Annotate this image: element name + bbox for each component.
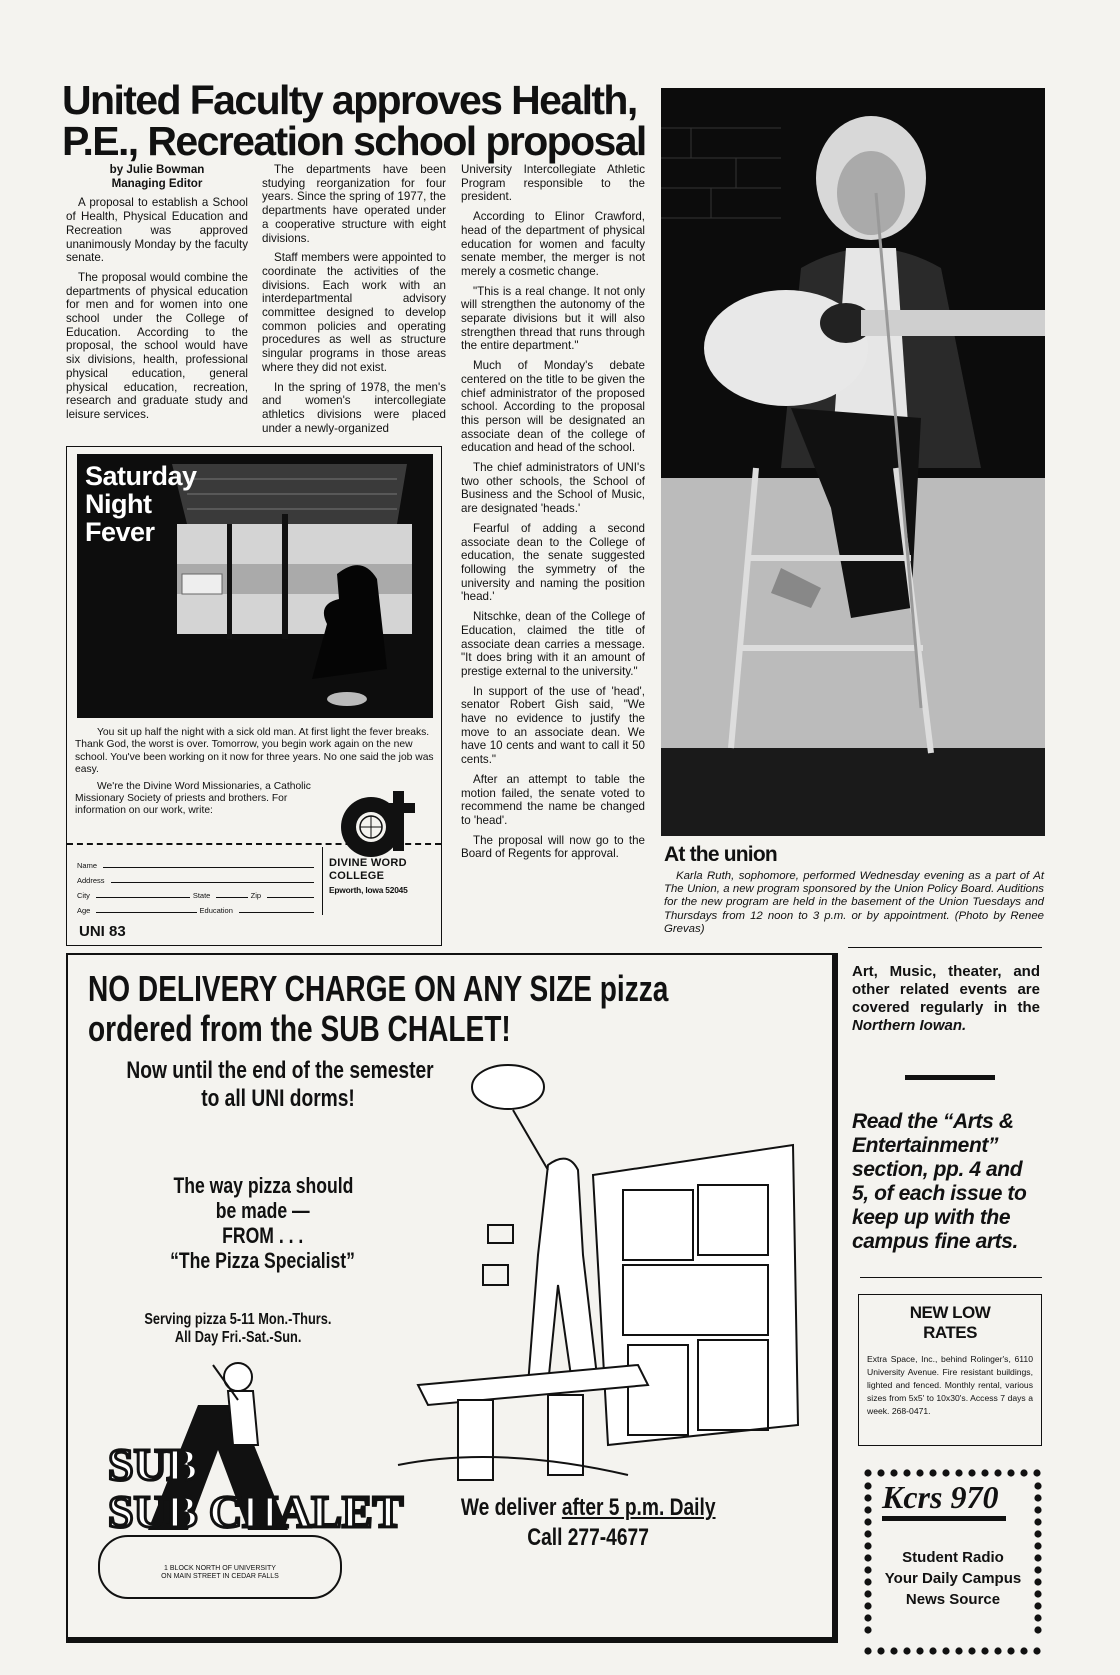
article-paragraph: "This is a real change. It not only will strengthen the autonomy of the separate divisions but it will also strengthen thread that runs through the entire department." (461, 284, 645, 353)
border-dot (981, 1469, 988, 1476)
border-dot (955, 1647, 962, 1654)
border-dot (864, 1530, 871, 1537)
border-dot (1034, 1530, 1041, 1537)
border-dot (1034, 1518, 1041, 1525)
age-label: Age (77, 906, 91, 915)
border-dot (890, 1647, 897, 1654)
divider (905, 1075, 995, 1080)
border-dot (877, 1647, 884, 1654)
article-paragraph: According to Elinor Crawford, head of the department of physical education for women and faculty senate member, the merger is not merely a cosmetic change. (461, 210, 645, 278)
headline-line-1: United Faculty approves Health, (62, 77, 637, 123)
byline-name: by Julie Bowman (109, 163, 205, 176)
divider (860, 1277, 1042, 1278)
border-dot (1033, 1469, 1040, 1476)
pizza-headline (88, 969, 832, 1049)
pizza-headline-line: NO DELIVERY CHARGE ON ANY SIZE pizza (88, 968, 669, 1009)
border-dot (903, 1647, 910, 1654)
pizza-subheadline-line: to all UNI dorms! (201, 1085, 355, 1112)
hours-line: All Day Fri.-Sat.-Sun. (174, 1329, 302, 1346)
arts-section-promo: Read the “Arts & Entertainment” section, pp. 4 and 5, of each issue to keep up with the campus fine arts. (852, 1110, 1027, 1253)
logo-text: SUB CHALET (108, 1486, 404, 1537)
slogan-line: FROM . . . (222, 1223, 304, 1248)
byline-title: Managing Editor (111, 176, 203, 190)
divider (322, 847, 323, 915)
coupon-form (77, 855, 317, 915)
name-label: Name (77, 861, 98, 870)
headline-line-2: P.E., Recreation school proposal (62, 118, 646, 164)
article-paragraph: Fearful of adding a second associate dean to the College of education, the senate suggested following the symmetry of the university and naming the position 'head.' (461, 521, 645, 604)
divine-word-cross-globe-logo (335, 789, 435, 864)
border-dot (903, 1469, 910, 1476)
border-dot (864, 1494, 871, 1501)
border-dot (1034, 1494, 1041, 1501)
article-paragraph: The departments have been studying reorganization for four years. Since the spring of 1977, the departments have operated under a cooperative structure with eight divisions. (262, 163, 446, 245)
border-dot (916, 1647, 923, 1654)
delivery-info (428, 1493, 748, 1553)
border-dot (864, 1469, 871, 1476)
divine-word-ad (66, 446, 442, 946)
border-dot (1020, 1647, 1027, 1654)
pizza-subheadline-line: Now until the end of the semester (126, 1057, 434, 1084)
education-label: Education (199, 906, 233, 915)
paper-name: Northern Iowan. (852, 1017, 967, 1034)
college-name-line: COLLEGE (329, 870, 385, 882)
article-paragraph: A proposal to establish a School of Health, Physical Education and Recreation was approved unanimously Monday by the faculty senate. (66, 196, 248, 265)
photo-caption-text: Karla Ruth, sophomore, performed Wednesday evening as a part of At The Union, a new program sponsored by the Union Policy Board. Auditions for the new program are held in the basement of the Union Tuesdays and Thursdays from 12 noon to 3 p.m. or by appointment. (Photo by Renee Grevas) (664, 870, 1044, 935)
border-dot (864, 1647, 871, 1654)
border-dot (929, 1647, 936, 1654)
guitarist-photo (661, 88, 1045, 836)
rates-text: Extra Space, Inc., behind Rolinger's, 6110 University Avenue. Fire resistant buildings, lighted and fenced. Monthly rental, various sizes from 5x5' to 10x30's. Access 7 days a week. 268-0471. (867, 1354, 1033, 1416)
border-dot (942, 1469, 949, 1476)
border-dot (916, 1469, 923, 1476)
storage-rates-ad (858, 1294, 1042, 1446)
article-paragraph: In support of the use of 'head', senator Robert Gish said, "We have no evidence to justify the move to an associate dean. We have 10 cents and want to call it 50 cents." (461, 684, 645, 767)
address-label: Address (77, 876, 105, 885)
article-paragraph: After an attempt to table the motion failed, the senate voted to recommend the name be changed to 'head'. (461, 772, 645, 827)
kcrs-radio-ad (862, 1467, 1044, 1657)
border-dot (877, 1469, 884, 1476)
border-dot (1007, 1647, 1014, 1654)
kcrs-line: Your Daily Campus (884, 1570, 1022, 1587)
photo-caption-title: At the union (664, 843, 777, 866)
border-dot (994, 1647, 1001, 1654)
article-paragraph: The proposal would combine the departments of physical education for men and for women into one school under the College of Education. According to the proposal, the school would have six divisions, health, professional physical education, general physical education, recreation, research and graduate study and leisure services. (66, 270, 248, 421)
svg-text:SUB: SUB (108, 1439, 198, 1490)
rates-title-line: NEW LOW (909, 1303, 991, 1322)
article-column-3 (461, 163, 645, 867)
article-paragraph: The proposal will now go to the Board of Regents for approval. (461, 833, 645, 861)
kcrs-line: News Source (905, 1591, 1001, 1608)
college-address: Epworth, Iowa 52045 (329, 885, 408, 895)
sub-sandwich-graphic (98, 1535, 342, 1599)
rates-title (859, 1303, 1041, 1343)
arts-text: Art, Music, theater, and other related events are covered regularly in the (852, 963, 1040, 1016)
location-text (100, 1565, 340, 1581)
article-paragraph: Staff members were appointed to coordinate the activities of the divisions. Each work with an interdepartmental advisory committee designed to develop common policies and operating procedures as well as structure singular programs in those areas where they did not exist. (262, 251, 446, 374)
address-field[interactable] (111, 882, 314, 883)
slogan-line: “The Pizza Specialist” (170, 1248, 356, 1273)
location-line: 1 BLOCK NORTH OF UNIVERSITY (164, 1565, 276, 1572)
border-dot (968, 1469, 975, 1476)
education-field[interactable] (239, 912, 314, 913)
border-dot (1034, 1614, 1041, 1621)
state-label: State (192, 891, 211, 900)
article-paragraph: The chief administrators of UNI's two other schools, the School of Business and the School of Music, are designated 'heads.' (461, 461, 645, 516)
border-dot (955, 1469, 962, 1476)
rates-title-line: RATES (923, 1323, 977, 1342)
article-paragraph: Nitschke, dean of the College of Education, claimed the title of associate dean carries a message. "It does bring with it an amount of prestige external to the university." (461, 610, 645, 678)
border-dot (968, 1647, 975, 1654)
hours-line: Serving pizza 5-11 Mon.-Thurs. (144, 1311, 332, 1328)
state-field[interactable] (216, 897, 247, 898)
deliver-time: after 5 p.m. Daily (561, 1494, 716, 1521)
age-field[interactable] (96, 912, 196, 913)
saturday-night-fever-photo (77, 454, 433, 718)
kcrs-logo: Kcrs 970 (882, 1479, 1006, 1521)
ad-body-paragraph: You sit up half the night with a sick old man. At first light the fever breaks. Thank God, the worst is over. Tomorrow, you begin work again on the new school. You've been working on it now for three years. No one said the job was easy. (75, 727, 434, 776)
border-dot (890, 1469, 897, 1476)
kcrs-line: Student Radio (902, 1549, 1004, 1566)
border-dot (864, 1506, 871, 1513)
ad-title-line: Fever (85, 517, 155, 547)
ad-title-line: Night (85, 489, 152, 519)
slogan-line: The way pizza should (173, 1173, 353, 1198)
border-dot (864, 1614, 871, 1621)
border-dot (1020, 1469, 1027, 1476)
border-dot (981, 1647, 988, 1654)
college-name-line: DIVINE WORD (329, 857, 407, 869)
ad-title-line: Saturday (85, 461, 197, 491)
kcrs-tagline (862, 1547, 1044, 1610)
ad-body-paragraph: We're the Divine Word Missionaries, a Catholic Missionary Society of priests and brothers. For information on our work, write: (75, 780, 311, 817)
article-paragraph: Much of Monday's debate centered on the title to be given the chief administrator of the proposed school. According to the proposal this person will be designated an associate dean of the college of education and head of the school. (461, 359, 645, 455)
city-label: City (77, 891, 90, 900)
border-dot (1034, 1482, 1041, 1489)
ad-code: UNI 83 (79, 923, 126, 940)
city-field[interactable] (96, 897, 190, 898)
border-dot (864, 1518, 871, 1525)
sub-chalet-logo (88, 1335, 404, 1625)
divider (848, 947, 1042, 948)
article-column-2 (262, 163, 446, 441)
article-headline (62, 77, 662, 164)
college-name (329, 857, 407, 883)
border-dot (864, 1482, 871, 1489)
arts-coverage-note (848, 963, 1044, 1035)
name-field[interactable] (103, 867, 314, 868)
location-line: ON MAIN STREET IN CEDAR FALLS (161, 1573, 279, 1580)
sub-chalet-ad (66, 953, 838, 1643)
border-dot (1033, 1647, 1040, 1654)
border-dot (994, 1469, 1001, 1476)
border-dot (929, 1469, 936, 1476)
border-dot (1034, 1506, 1041, 1513)
slogan-line: be made — (216, 1198, 310, 1223)
article-paragraph: University Intercollegiate Athletic Program responsible to the president. (461, 163, 645, 204)
pizza-chef-illustration (398, 1055, 818, 1485)
border-dot (942, 1647, 949, 1654)
article-paragraph: In the spring of 1978, the men's and women's intercollegiate athletics divisions were placed under a newly-organized (262, 380, 446, 435)
article-column-1 (66, 163, 248, 428)
phone-number: Call 277-4677 (527, 1524, 649, 1551)
border-dot (1034, 1626, 1041, 1633)
zip-field[interactable] (267, 897, 314, 898)
pizza-slogan (128, 1173, 398, 1273)
border-dot (864, 1626, 871, 1633)
byline (66, 163, 248, 190)
pizza-headline-line: ordered from the SUB CHALET! (88, 1008, 511, 1049)
zip-label: Zip (250, 891, 262, 900)
deliver-prefix: We deliver (460, 1494, 562, 1521)
border-dot (1007, 1469, 1014, 1476)
ad-title (85, 462, 197, 546)
